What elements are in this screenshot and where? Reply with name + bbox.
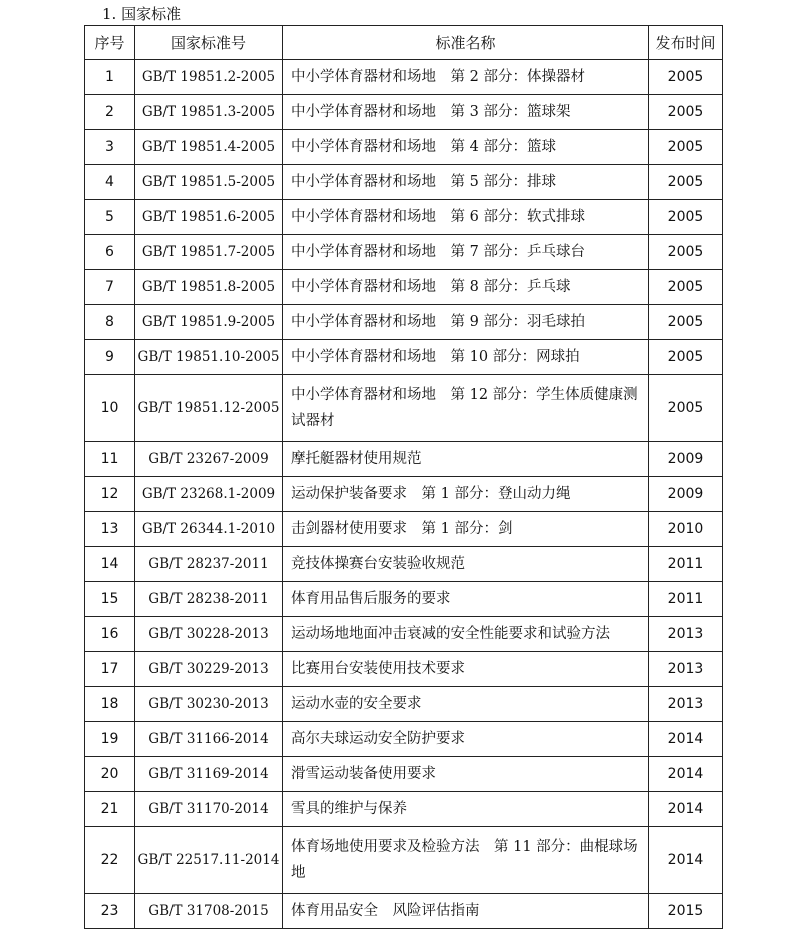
table-row [85,200,723,235]
table-row [85,340,723,375]
row-standard-name: 运动水壶的安全要求 [283,687,649,722]
row-standard-name: 滑雪运动装备使用要求 [283,757,649,792]
table-row [85,757,723,792]
row-index: 3 [85,130,135,165]
row-index: 10 [85,375,135,442]
row-standard-number: GB/T 22517.11-2014 [135,827,283,894]
table-row [85,375,723,442]
row-standard-number: GB/T 19851.4-2005 [135,130,283,165]
row-standard-number: GB/T 31170-2014 [135,792,283,827]
table-row [85,792,723,827]
row-index: 8 [85,305,135,340]
row-index: 17 [85,652,135,687]
table-header-row [85,26,723,60]
row-standard-number: GB/T 30228-2013 [135,617,283,652]
row-publish-year: 2009 [649,442,723,477]
row-standard-number: GB/T 19851.12-2005 [135,375,283,442]
row-publish-year: 2005 [649,375,723,442]
row-publish-year: 2005 [649,235,723,270]
row-standard-name: 中小学体育器材和场地 第 2 部分：体操器材 [283,60,649,95]
row-standard-number: GB/T 26344.1-2010 [135,512,283,547]
row-index: 6 [85,235,135,270]
row-publish-year: 2014 [649,827,723,894]
row-publish-year: 2014 [649,757,723,792]
row-index: 13 [85,512,135,547]
table-row [85,60,723,95]
row-index: 15 [85,582,135,617]
row-index: 1 [85,60,135,95]
row-standard-number: GB/T 19851.5-2005 [135,165,283,200]
row-publish-year: 2005 [649,95,723,130]
standards-table [84,25,723,929]
row-standard-name: 运动保护装备要求 第 1 部分：登山动力绳 [283,477,649,512]
row-index: 11 [85,442,135,477]
row-standard-name: 体育用品售后服务的要求 [283,582,649,617]
row-index: 7 [85,270,135,305]
row-publish-year: 2005 [649,60,723,95]
row-standard-name: 中小学体育器材和场地 第 3 部分：篮球架 [283,95,649,130]
row-standard-name: 中小学体育器材和场地 第 4 部分：篮球 [283,130,649,165]
table-row [85,95,723,130]
row-standard-number: GB/T 19851.2-2005 [135,60,283,95]
row-standard-number: GB/T 31708-2015 [135,894,283,929]
row-publish-year: 2013 [649,617,723,652]
table-row [85,652,723,687]
row-standard-number: GB/T 19851.8-2005 [135,270,283,305]
row-standard-name: 体育场地使用要求及检验方法 第 11 部分：曲棍球场地 [283,827,649,894]
row-publish-year: 2005 [649,305,723,340]
row-standard-name: 中小学体育器材和场地 第 6 部分：软式排球 [283,200,649,235]
table-row [85,617,723,652]
row-standard-name: 比赛用台安装使用技术要求 [283,652,649,687]
row-index: 9 [85,340,135,375]
row-standard-name: 中小学体育器材和场地 第 12 部分：学生体质健康测试器材 [283,375,649,442]
row-index: 16 [85,617,135,652]
row-publish-year: 2005 [649,130,723,165]
table-row [85,894,723,929]
row-standard-number: GB/T 19851.7-2005 [135,235,283,270]
row-standard-number: GB/T 31169-2014 [135,757,283,792]
table-row [85,165,723,200]
row-index: 19 [85,722,135,757]
header-standard-number: 国家标准号 [135,26,283,60]
row-standard-name: 运动场地地面冲击衰减的安全性能要求和试验方法 [283,617,649,652]
row-publish-year: 2014 [649,722,723,757]
table-row [85,235,723,270]
table-row [85,547,723,582]
row-index: 14 [85,547,135,582]
row-index: 22 [85,827,135,894]
row-publish-year: 2015 [649,894,723,929]
row-publish-year: 2014 [649,792,723,827]
row-publish-year: 2010 [649,512,723,547]
table-row [85,270,723,305]
row-publish-year: 2011 [649,582,723,617]
row-standard-name: 高尔夫球运动安全防护要求 [283,722,649,757]
row-standard-name: 击剑器材使用要求 第 1 部分：剑 [283,512,649,547]
header-standard-name: 标准名称 [283,26,649,60]
table-row [85,477,723,512]
table-row [85,827,723,894]
row-index: 12 [85,477,135,512]
row-standard-name: 中小学体育器材和场地 第 5 部分：排球 [283,165,649,200]
row-standard-name: 中小学体育器材和场地 第 7 部分：乒乓球台 [283,235,649,270]
row-index: 23 [85,894,135,929]
table-row [85,442,723,477]
table-row [85,305,723,340]
row-standard-name: 中小学体育器材和场地 第 9 部分：羽毛球拍 [283,305,649,340]
row-standard-number: GB/T 23267-2009 [135,442,283,477]
row-index: 18 [85,687,135,722]
row-index: 5 [85,200,135,235]
row-standard-number: GB/T 30229-2013 [135,652,283,687]
row-index: 21 [85,792,135,827]
row-standard-name: 摩托艇器材使用规范 [283,442,649,477]
row-standard-name: 中小学体育器材和场地 第 10 部分：网球拍 [283,340,649,375]
row-index: 4 [85,165,135,200]
row-standard-number: GB/T 28237-2011 [135,547,283,582]
header-publish-year: 发布时间 [649,26,723,60]
row-standard-number: GB/T 31166-2014 [135,722,283,757]
row-publish-year: 2005 [649,200,723,235]
row-publish-year: 2005 [649,340,723,375]
row-publish-year: 2011 [649,547,723,582]
row-publish-year: 2005 [649,165,723,200]
row-standard-name: 雪具的维护与保养 [283,792,649,827]
row-standard-number: GB/T 23268.1-2009 [135,477,283,512]
row-publish-year: 2013 [649,652,723,687]
row-index: 20 [85,757,135,792]
row-index: 2 [85,95,135,130]
table-row [85,687,723,722]
row-standard-name: 中小学体育器材和场地 第 8 部分：乒乓球 [283,270,649,305]
row-publish-year: 2009 [649,477,723,512]
table-row [85,582,723,617]
row-standard-number: GB/T 19851.9-2005 [135,305,283,340]
row-publish-year: 2005 [649,270,723,305]
row-standard-number: GB/T 19851.3-2005 [135,95,283,130]
row-publish-year: 2013 [649,687,723,722]
table-row [85,722,723,757]
header-index: 序号 [85,26,135,60]
row-standard-number: GB/T 19851.10-2005 [135,340,283,375]
row-standard-number: GB/T 19851.6-2005 [135,200,283,235]
row-standard-number: GB/T 28238-2011 [135,582,283,617]
table-row [85,130,723,165]
table-row [85,512,723,547]
row-standard-number: GB/T 30230-2013 [135,687,283,722]
row-standard-name: 体育用品安全 风险评估指南 [283,894,649,929]
section-title: 1. 国家标准 [102,5,182,23]
row-standard-name: 竞技体操赛台安装验收规范 [283,547,649,582]
